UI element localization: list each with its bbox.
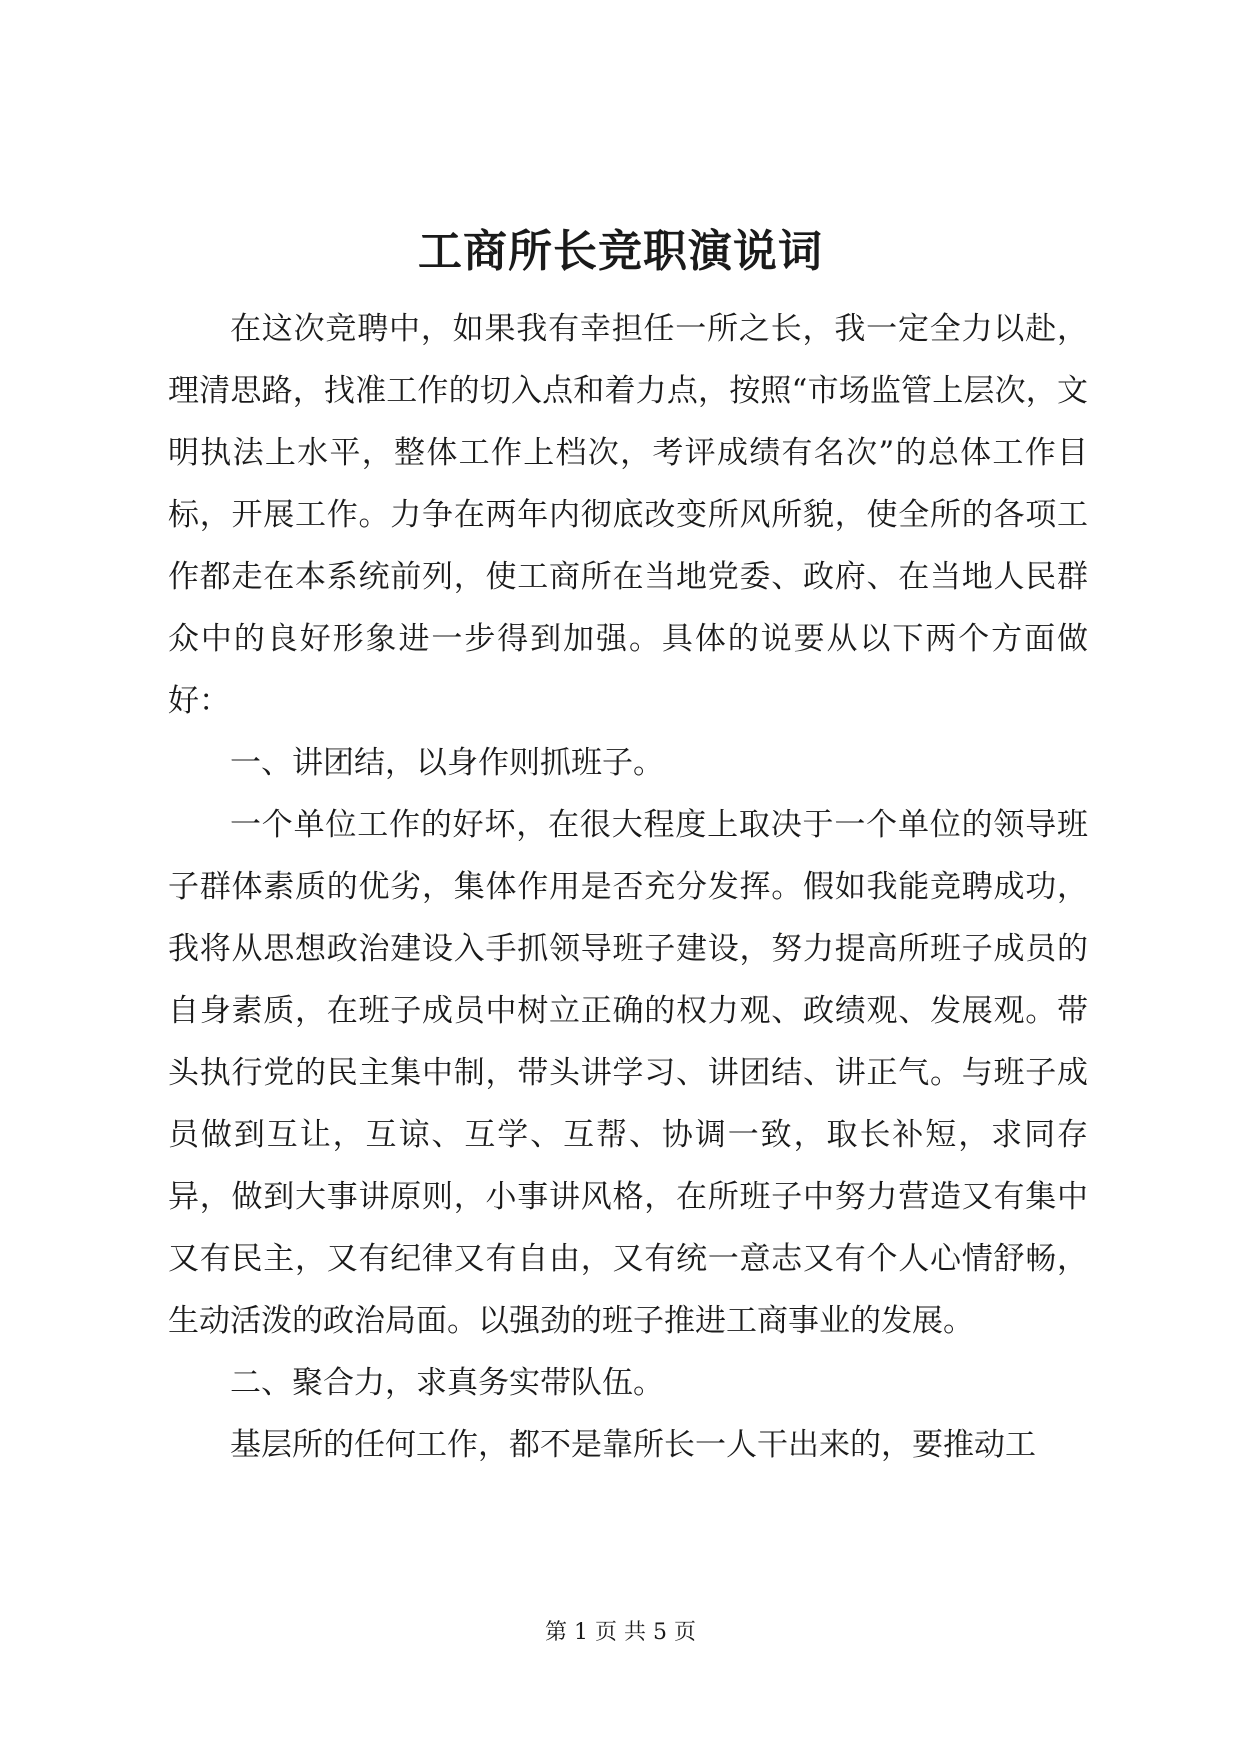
paragraph: 基层所的任何工作，都不是靠所长一人干出来的，要推动工 <box>230 1427 1036 1463</box>
section-heading: 一、讲团结，以身作则抓班子。 <box>230 745 664 781</box>
page-number: 第 1 页 <box>545 1620 617 1645</box>
page-total: 共 5 页 <box>624 1620 696 1645</box>
page-footer <box>0 1618 1241 1648</box>
paragraph: 在这次竞聘中，如果我有幸担任一所之长，我一定全力以赴，理清思路，找准工作的切入点和着力点，按照“市场监管上层次，文明执法上水平，整体工作上档次，考评成绩有名次”的总体工作目标，开展工作。力争在两年内彻底改变所风所貌，使全所的各项工作都走在本系统前列，使工商所在当地党委、政府、在当地人民群众中的良好形象进一步得到加强。具体的说要从以下两个方面做好： <box>168 311 1088 719</box>
document-title: 工商所长竞职演说词 <box>418 226 823 277</box>
section-heading: 二、聚合力，求真务实带队伍。 <box>230 1365 664 1401</box>
paragraph: 一个单位工作的好坏，在很大程度上取决于一个单位的领导班子群体素质的优劣，集体作用是否充分发挥。假如我能竞聘成功，我将从思想政治建设入手抓领导班子建设，努力提高所班子成员的自身素质，在班子成员中树立正确的权力观、政绩观、发展观。带头执行党的民主集中制，带头讲学习、讲团结、讲正气。与班子成员做到互让，互谅、互学、互帮、协调一致，取长补短，求同存异，做到大事讲原则，小事讲风格，在所班子中努力营造又有集中又有民主，又有纪律又有自由，又有统一意志又有个人心情舒畅，生动活泼的政治局面。以强劲的班子推进工商事业的发展。 <box>168 807 1088 1339</box>
document-body <box>168 298 1088 1476</box>
